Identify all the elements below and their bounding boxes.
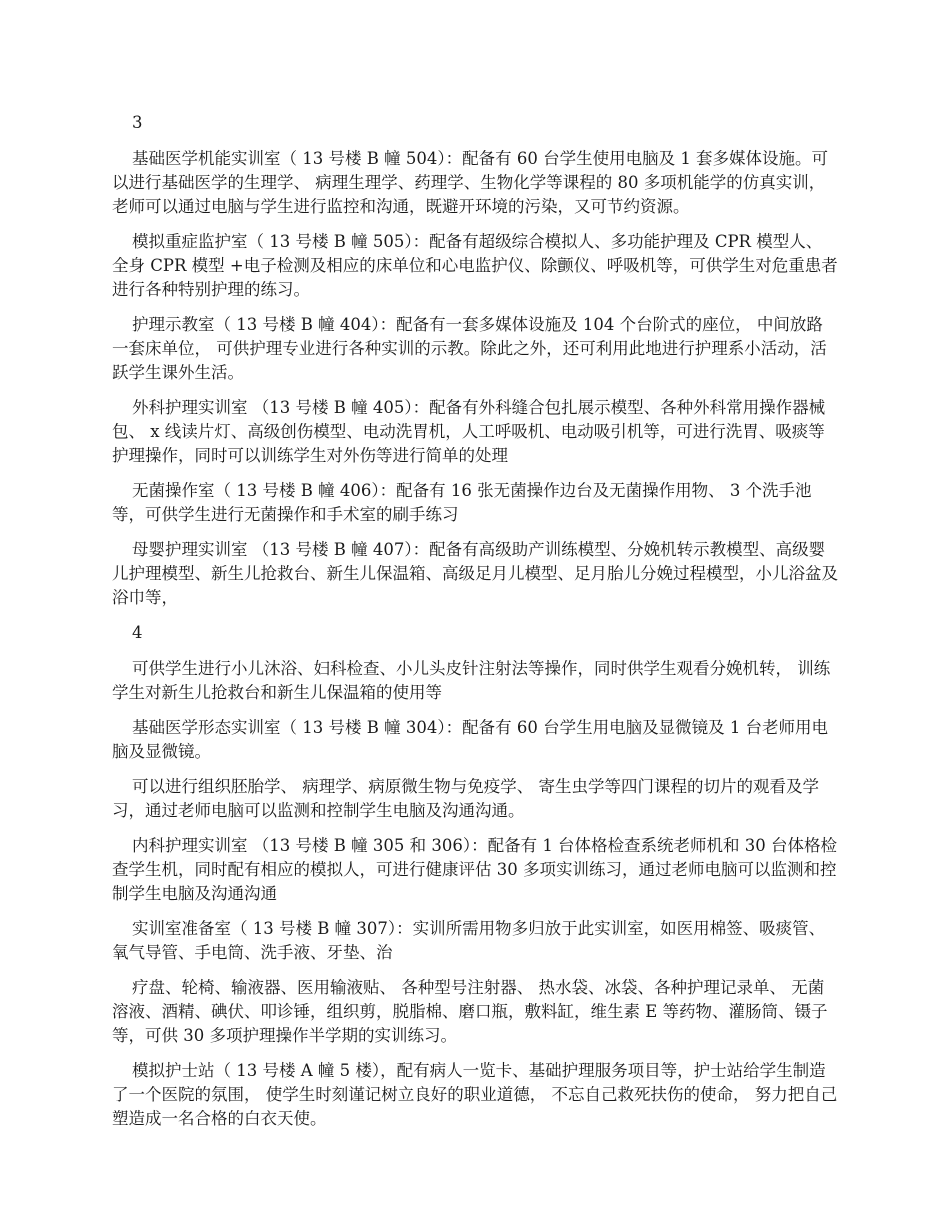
paragraph-maternal-lab: 母婴护理实训室 （13 号楼 B 幢 407）：配备有高级助产训练模型、分娩机转示教模型、高级婴儿护理模型、新生儿抢救台、新生儿保温箱、高级足月儿模型、足月胎儿分娩过程模型，小儿浴盆及浴巾等， bbox=[112, 540, 838, 607]
paragraph-prep-room: 实训室准备室（ 13 号楼 B 幢 307）：实训所需用物多归放于此实训室，如医用棉签、吸痰管、氧气导管、手电筒、洗手液、牙垫、治 bbox=[112, 919, 826, 962]
paragraph-functional-lab: 基础医学机能实训室（ 13 号楼 B 幢 504）：配备有 60 台学生使用电脑及 1 套多媒体设施。可以进行基础医学的生理学、 病理生理学、药理学、生物化学等课程的 80 多项机能学的仿真实训，老师可以通过电脑与学生进行监控和沟通，既避开环境的污染，又可节约资源。 bbox=[112, 149, 829, 216]
paragraph-icu-simulation: 模拟重症监护室（ 13 号楼 B 幢 505）：配备有超级综合模拟人、多功能护理及 CPR 模型人、全身 CPR 模型 +电子检测及相应的床单位和心电监护仪、除颤仪、呼吸机等，可供学生对危重患者进行各种特别护理的练习。 bbox=[112, 232, 838, 299]
paragraph-morphology-lab: 基础医学形态实训室（ 13 号楼 B 幢 304）：配备有 60 台学生用电脑及显微镜及 1 台老师用电脑及显微镜。 bbox=[112, 718, 829, 761]
paragraph-maternal-continued: 可供学生进行小儿沐浴、妇科检查、小儿头皮针注射法等操作，同时供学生观看分娩机转， 训练学生对新生儿抢救台和新生儿保温箱的使用等 bbox=[112, 659, 831, 702]
page-number: 4 bbox=[132, 623, 143, 642]
paragraph-nurse-station: 模拟护士站（ 13 号楼 A 幢 5 楼），配有病人一览卡、基础护理服务项目等，护士站给学生制造了一个医院的氛围， 使学生时刻谨记树立良好的职业道德， 不忘自己救死扶伤的使命， 努力把自己塑造成一名合格的白衣天使。 bbox=[112, 1061, 838, 1128]
paragraph-aseptic-room: 无菌操作室（ 13 号楼 B 幢 406）：配备有 16 张无菌操作边台及无菌操作用物、 3 个洗手池等，可供学生进行无菌操作和手术室的刷手练习 bbox=[112, 481, 812, 524]
page-number: 3 bbox=[132, 113, 143, 132]
paragraph-prep-room-supplies: 疗盘、轮椅、输液器、医用输液贴、 各种型号注射器、 热水袋、冰袋、各种护理记录单、 无菌溶液、酒精、碘伏、叩诊锤，组织剪，脱脂棉、磨口瓶，敷料缸，维生素 E 等药物、灌肠筒、镊子等，可供 30 多项护理操作半学期的实训练习。 bbox=[112, 978, 828, 1045]
paragraph-demo-classroom: 护理示教室（ 13 号楼 B 幢 404）：配备有一套多媒体设施及 104 个台阶式的座位， 中间放路一套床单位， 可供护理专业进行各种实训的示教。除此之外，还可利用此地进行护理系小活动，活跃学生课外生活。 bbox=[112, 315, 827, 382]
paragraph-surgical-lab: 外科护理实训室 （13 号楼 B 幢 405）：配备有外科缝合包扎展示模型、各种外科常用操作器械包、 x 线读片灯、高级创伤模型、电动洗胃机，人工呼吸机、电动吸引机等，可进行洗胃、吸痰等护理操作，同时可以训练学生对外伤等进行简单的处理 bbox=[112, 398, 826, 465]
paragraph-morphology-courses: 可以进行组织胚胎学、 病理学、病原微生物与免疫学、 寄生虫学等四门课程的切片的观看及学习，通过老师电脑可以监测和控制学生电脑及沟通沟通。 bbox=[112, 777, 819, 820]
paragraph-internal-medicine-lab: 内科护理实训室 （13 号楼 B 幢 305 和 306）：配备有 1 台体格检查系统老师机和 30 台体格检查学生机，同时配有相应的模拟人，可进行健康评估 30 多项实训练习，通过老师电脑可以监测和控制学生电脑及沟通沟通 bbox=[112, 836, 838, 903]
